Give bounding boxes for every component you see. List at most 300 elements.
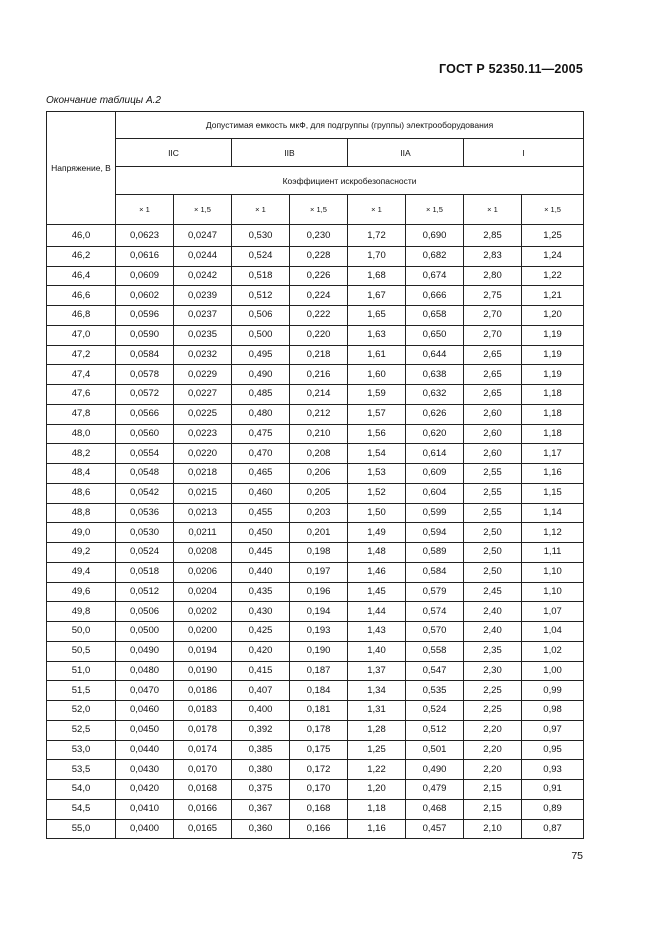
capacitance-cell: 0,0227 [174, 385, 232, 405]
capacitance-cell: 1,17 [522, 444, 584, 464]
multiplier-header: × 1,5 [290, 195, 348, 225]
capacitance-cell: 0,0430 [116, 760, 174, 780]
capacitance-cell: 2,65 [464, 385, 522, 405]
voltage-cell: 54,5 [47, 799, 116, 819]
capacitance-cell: 0,455 [232, 503, 290, 523]
table-row [47, 740, 584, 760]
capacitance-cell: 1,15 [522, 483, 584, 503]
capacitance-cell: 0,512 [232, 286, 290, 306]
capacitance-cell: 1,48 [348, 543, 406, 563]
capacitance-cell: 0,0237 [174, 306, 232, 326]
multiplier-header: × 1,5 [174, 195, 232, 225]
capacitance-cell: 2,50 [464, 523, 522, 543]
capacitance-cell: 0,0194 [174, 641, 232, 661]
capacitance-cell: 0,445 [232, 543, 290, 563]
capacitance-cell: 1,11 [522, 543, 584, 563]
capacitance-cell: 2,70 [464, 325, 522, 345]
table-row [47, 641, 584, 661]
table-row [47, 464, 584, 484]
capacitance-cell: 0,93 [522, 760, 584, 780]
capacitance-cell: 0,187 [290, 661, 348, 681]
capacitance-cell: 1,31 [348, 701, 406, 721]
capacitance-cell: 1,34 [348, 681, 406, 701]
capacitance-cell: 0,682 [406, 246, 464, 266]
capacitance-cell: 0,0400 [116, 819, 174, 839]
capacitance-cell: 0,0208 [174, 543, 232, 563]
capacitance-cell: 0,558 [406, 641, 464, 661]
capacitance-cell: 0,690 [406, 225, 464, 247]
capacitance-cell: 0,228 [290, 246, 348, 266]
table-row [47, 266, 584, 286]
capacitance-cell: 0,194 [290, 602, 348, 622]
capacitance-cell: 1,72 [348, 225, 406, 247]
capacitance-cell: 0,0530 [116, 523, 174, 543]
capacitance-cell: 0,425 [232, 622, 290, 642]
capacitance-cell: 0,599 [406, 503, 464, 523]
capacitance-cell: 0,457 [406, 819, 464, 839]
capacitance-cell: 2,85 [464, 225, 522, 247]
table-row [47, 306, 584, 326]
capacitance-cell: 0,506 [232, 306, 290, 326]
capacitance-cell: 0,0542 [116, 483, 174, 503]
table-row [47, 345, 584, 365]
voltage-cell: 47,0 [47, 325, 116, 345]
capacitance-cell: 0,480 [232, 404, 290, 424]
voltage-cell: 52,5 [47, 720, 116, 740]
capacitance-cell: 0,210 [290, 424, 348, 444]
capacitance-cell: 0,407 [232, 681, 290, 701]
voltage-cell: 49,4 [47, 562, 116, 582]
capacitance-cell: 0,0460 [116, 701, 174, 721]
capacitance-cell: 2,15 [464, 780, 522, 800]
capacitance-cell: 0,0235 [174, 325, 232, 345]
capacitance-cell: 0,614 [406, 444, 464, 464]
table-row [47, 225, 584, 247]
capacitance-cell: 0,460 [232, 483, 290, 503]
capacitance-cell: 2,40 [464, 622, 522, 642]
capacitance-cell: 2,40 [464, 602, 522, 622]
voltage-cell: 49,8 [47, 602, 116, 622]
capacitance-cell: 0,0554 [116, 444, 174, 464]
capacitance-cell: 1,24 [522, 246, 584, 266]
capacitance-cell: 0,579 [406, 582, 464, 602]
table-row [47, 661, 584, 681]
capacitance-cell: 0,0200 [174, 622, 232, 642]
table-caption: Окончание таблицы А.2 [46, 95, 161, 106]
capacitance-cell: 2,70 [464, 306, 522, 326]
capacitance-cell: 0,203 [290, 503, 348, 523]
capacitance-cell: 0,230 [290, 225, 348, 247]
capacitance-cell: 0,0242 [174, 266, 232, 286]
capacitance-cell: 1,50 [348, 503, 406, 523]
capacitance-cell: 0,638 [406, 365, 464, 385]
voltage-cell: 50,0 [47, 622, 116, 642]
capacitance-cell: 1,22 [348, 760, 406, 780]
table-row [47, 819, 584, 839]
capacitance-cell: 0,0560 [116, 424, 174, 444]
table-row [47, 523, 584, 543]
capacitance-cell: 2,80 [464, 266, 522, 286]
capacitance-cell: 1,20 [522, 306, 584, 326]
capacitance-cell: 0,0247 [174, 225, 232, 247]
capacitance-cell: 0,220 [290, 325, 348, 345]
capacitance-cell: 0,470 [232, 444, 290, 464]
multiplier-header: × 1 [232, 195, 290, 225]
capacitance-cell: 0,0440 [116, 740, 174, 760]
capacitance-cell: 0,0165 [174, 819, 232, 839]
capacitance-cell: 0,620 [406, 424, 464, 444]
capacitance-cell: 0,604 [406, 483, 464, 503]
capacitance-cell: 0,184 [290, 681, 348, 701]
table-row [47, 543, 584, 563]
capacitance-cell: 0,212 [290, 404, 348, 424]
capacitance-cell: 0,0239 [174, 286, 232, 306]
capacitance-cell: 0,450 [232, 523, 290, 543]
capacitance-cell: 0,400 [232, 701, 290, 721]
capacitance-cell: 0,198 [290, 543, 348, 563]
capacitance-cell: 0,0218 [174, 464, 232, 484]
capacitance-cell: 0,224 [290, 286, 348, 306]
capacitance-cell: 1,40 [348, 641, 406, 661]
capacitance-cell: 0,440 [232, 562, 290, 582]
capacitance-cell: 1,12 [522, 523, 584, 543]
capacitance-cell: 0,0190 [174, 661, 232, 681]
capacitance-cell: 0,420 [232, 641, 290, 661]
capacitance-cell: 0,0244 [174, 246, 232, 266]
capacitance-cell: 1,14 [522, 503, 584, 523]
capacitance-cell: 0,626 [406, 404, 464, 424]
capacitance-cell: 0,589 [406, 543, 464, 563]
capacitance-cell: 0,87 [522, 819, 584, 839]
capacitance-cell: 2,55 [464, 503, 522, 523]
capacitance-cell: 0,674 [406, 266, 464, 286]
capacitance-cell: 0,99 [522, 681, 584, 701]
capacitance-cell: 0,0518 [116, 562, 174, 582]
table-row [47, 385, 584, 405]
capacitance-cell: 1,37 [348, 661, 406, 681]
table-row [47, 483, 584, 503]
capacitance-cell: 0,0490 [116, 641, 174, 661]
capacitance-cell: 0,547 [406, 661, 464, 681]
capacitance-cell: 1,65 [348, 306, 406, 326]
capacitance-cell: 0,0578 [116, 365, 174, 385]
capacitance-cell: 1,04 [522, 622, 584, 642]
group-header-iia: IIA [348, 139, 464, 167]
voltage-cell: 50,5 [47, 641, 116, 661]
capacitance-cell: 1,46 [348, 562, 406, 582]
capacitance-cell: 0,0512 [116, 582, 174, 602]
capacitance-cell: 0,201 [290, 523, 348, 543]
capacitance-cell: 0,181 [290, 701, 348, 721]
capacitance-cell: 0,0202 [174, 602, 232, 622]
voltage-cell: 47,4 [47, 365, 116, 385]
capacitance-cell: 1,43 [348, 622, 406, 642]
capacitance-cell: 0,0524 [116, 543, 174, 563]
capacitance-cell: 0,415 [232, 661, 290, 681]
capacitance-cell: 1,10 [522, 582, 584, 602]
table-row [47, 622, 584, 642]
capacitance-cell: 1,00 [522, 661, 584, 681]
voltage-cell: 47,6 [47, 385, 116, 405]
capacitance-cell: 2,25 [464, 701, 522, 721]
table-row [47, 404, 584, 424]
capacitance-cell: 0,524 [232, 246, 290, 266]
capacitance-cell: 2,25 [464, 681, 522, 701]
capacitance-cell: 0,0213 [174, 503, 232, 523]
voltage-cell: 51,0 [47, 661, 116, 681]
capacitance-cell: 0,0584 [116, 345, 174, 365]
capacitance-header: Допустимая емкость мкФ, для подгруппы (группы) электрооборудования [116, 112, 584, 139]
capacitance-cell: 0,0572 [116, 385, 174, 405]
capacitance-cell: 0,658 [406, 306, 464, 326]
multiplier-header: × 1,5 [522, 195, 584, 225]
capacitance-cell: 0,666 [406, 286, 464, 306]
voltage-cell: 48,4 [47, 464, 116, 484]
capacitance-cell: 2,60 [464, 444, 522, 464]
capacitance-cell: 1,25 [522, 225, 584, 247]
capacitance-cell: 1,10 [522, 562, 584, 582]
capacitance-cell: 0,0215 [174, 483, 232, 503]
capacitance-cell: 0,501 [406, 740, 464, 760]
page-number: 75 [571, 850, 583, 862]
capacitance-cell: 0,97 [522, 720, 584, 740]
capacitance-cell: 0,360 [232, 819, 290, 839]
capacitance-cell: 0,435 [232, 582, 290, 602]
capacitance-cell: 0,490 [406, 760, 464, 780]
capacitance-cell: 0,479 [406, 780, 464, 800]
capacitance-cell: 0,375 [232, 780, 290, 800]
capacitance-cell: 0,367 [232, 799, 290, 819]
capacitance-cell: 0,166 [290, 819, 348, 839]
voltage-cell: 46,4 [47, 266, 116, 286]
capacitance-cell: 1,07 [522, 602, 584, 622]
capacitance-cell: 1,45 [348, 582, 406, 602]
capacitance-cell: 2,50 [464, 543, 522, 563]
multiplier-header: × 1 [348, 195, 406, 225]
capacitance-cell: 2,83 [464, 246, 522, 266]
voltage-cell: 46,0 [47, 225, 116, 247]
capacitance-cell: 2,10 [464, 819, 522, 839]
capacitance-cell: 2,45 [464, 582, 522, 602]
capacitance-cell: 1,25 [348, 740, 406, 760]
capacitance-cell: 1,16 [348, 819, 406, 839]
capacitance-cell: 0,193 [290, 622, 348, 642]
multiplier-header: × 1 [116, 195, 174, 225]
capacitance-cell: 0,485 [232, 385, 290, 405]
capacitance-cell: 0,0178 [174, 720, 232, 740]
capacitance-cell: 2,55 [464, 464, 522, 484]
capacitance-cell: 2,75 [464, 286, 522, 306]
capacitance-cell: 1,44 [348, 602, 406, 622]
capacitance-cell: 0,178 [290, 720, 348, 740]
voltage-header: Напряжение, В [47, 112, 116, 225]
capacitance-cell: 0,98 [522, 701, 584, 721]
capacitance-cell: 2,55 [464, 483, 522, 503]
capacitance-cell: 0,0420 [116, 780, 174, 800]
capacitance-cell: 2,65 [464, 345, 522, 365]
capacitance-cell: 1,02 [522, 641, 584, 661]
capacitance-cell: 0,0206 [174, 562, 232, 582]
capacitance-cell: 1,57 [348, 404, 406, 424]
table-row [47, 720, 584, 740]
capacitance-cell: 2,50 [464, 562, 522, 582]
capacitance-cell: 0,468 [406, 799, 464, 819]
coefficient-header: Коэффициент искробезопасности [116, 167, 584, 195]
capacitance-cell: 1,18 [522, 424, 584, 444]
table-row [47, 444, 584, 464]
capacitance-cell: 1,28 [348, 720, 406, 740]
capacitance-cell: 0,216 [290, 365, 348, 385]
table-row [47, 681, 584, 701]
capacitance-cell: 0,0166 [174, 799, 232, 819]
capacitance-cell: 1,20 [348, 780, 406, 800]
multiplier-header: × 1,5 [406, 195, 464, 225]
capacitance-cell: 1,21 [522, 286, 584, 306]
capacitance-cell: 0,0506 [116, 602, 174, 622]
capacitance-cell: 1,54 [348, 444, 406, 464]
capacitance-cell: 1,22 [522, 266, 584, 286]
capacitance-cell: 0,175 [290, 740, 348, 760]
group-header-i: I [464, 139, 584, 167]
capacitance-cell: 2,65 [464, 365, 522, 385]
multiplier-header: × 1 [464, 195, 522, 225]
capacitance-cell: 2,20 [464, 720, 522, 740]
document-code: ГОСТ Р 52350.11—2005 [438, 62, 583, 76]
capacitance-cell: 2,60 [464, 404, 522, 424]
capacitance-cell: 0,0616 [116, 246, 174, 266]
capacitance-cell: 0,385 [232, 740, 290, 760]
capacitance-cell: 0,168 [290, 799, 348, 819]
capacitance-cell: 0,0548 [116, 464, 174, 484]
capacitance-cell: 0,500 [232, 325, 290, 345]
capacitance-cell: 2,60 [464, 424, 522, 444]
capacitance-cell: 0,632 [406, 385, 464, 405]
capacitance-cell: 0,465 [232, 464, 290, 484]
capacitance-cell: 2,15 [464, 799, 522, 819]
capacitance-cell: 1,53 [348, 464, 406, 484]
capacitance-cell: 0,0566 [116, 404, 174, 424]
capacitance-cell: 2,20 [464, 760, 522, 780]
capacitance-cell: 0,0225 [174, 404, 232, 424]
table-row [47, 286, 584, 306]
capacitance-cell: 0,392 [232, 720, 290, 740]
capacitance-cell: 0,0623 [116, 225, 174, 247]
capacitance-cell: 0,584 [406, 562, 464, 582]
capacitance-cell: 0,0211 [174, 523, 232, 543]
capacitance-cell: 0,518 [232, 266, 290, 286]
capacitance-cell: 0,172 [290, 760, 348, 780]
table-row [47, 602, 584, 622]
capacitance-cell: 1,56 [348, 424, 406, 444]
capacitance-cell: 0,0602 [116, 286, 174, 306]
capacitance-cell: 0,208 [290, 444, 348, 464]
capacitance-cell: 0,218 [290, 345, 348, 365]
capacitance-cell: 0,197 [290, 562, 348, 582]
capacitance-cell: 0,205 [290, 483, 348, 503]
capacitance-cell: 0,222 [290, 306, 348, 326]
voltage-cell: 55,0 [47, 819, 116, 839]
capacitance-cell: 0,0500 [116, 622, 174, 642]
capacitance-cell: 1,68 [348, 266, 406, 286]
capacitance-cell: 0,0223 [174, 424, 232, 444]
voltage-cell: 49,0 [47, 523, 116, 543]
table-row [47, 562, 584, 582]
group-header-iic: IIC [116, 139, 232, 167]
capacitance-cell: 0,89 [522, 799, 584, 819]
voltage-cell: 47,2 [47, 345, 116, 365]
capacitance-cell: 0,196 [290, 582, 348, 602]
capacitance-cell: 0,530 [232, 225, 290, 247]
table-row [47, 503, 584, 523]
capacitance-cell: 0,0204 [174, 582, 232, 602]
voltage-cell: 48,8 [47, 503, 116, 523]
voltage-cell: 49,6 [47, 582, 116, 602]
capacitance-cell: 0,650 [406, 325, 464, 345]
capacitance-cell: 0,0480 [116, 661, 174, 681]
capacitance-cell: 1,67 [348, 286, 406, 306]
table-row [47, 760, 584, 780]
capacitance-cell: 1,70 [348, 246, 406, 266]
voltage-cell: 53,0 [47, 740, 116, 760]
capacitance-cell: 1,18 [348, 799, 406, 819]
capacitance-cell: 0,0609 [116, 266, 174, 286]
capacitance-cell: 0,214 [290, 385, 348, 405]
capacitance-cell: 2,20 [464, 740, 522, 760]
capacitance-cell: 1,52 [348, 483, 406, 503]
capacitance-cell: 0,594 [406, 523, 464, 543]
capacitance-cell: 0,574 [406, 602, 464, 622]
capacitance-cell: 0,0183 [174, 701, 232, 721]
capacitance-cell: 0,644 [406, 345, 464, 365]
voltage-cell: 54,0 [47, 780, 116, 800]
capacitance-cell: 1,19 [522, 325, 584, 345]
capacitance-cell: 0,512 [406, 720, 464, 740]
capacitance-cell: 0,206 [290, 464, 348, 484]
capacitance-cell: 1,19 [522, 345, 584, 365]
capacitance-cell: 0,430 [232, 602, 290, 622]
capacitance-cell: 2,35 [464, 641, 522, 661]
voltage-cell: 51,5 [47, 681, 116, 701]
voltage-cell: 46,2 [47, 246, 116, 266]
capacitance-cell: 2,30 [464, 661, 522, 681]
capacitance-cell: 0,0186 [174, 681, 232, 701]
voltage-cell: 49,2 [47, 543, 116, 563]
voltage-cell: 53,5 [47, 760, 116, 780]
voltage-cell: 46,6 [47, 286, 116, 306]
voltage-cell: 48,6 [47, 483, 116, 503]
table-row [47, 424, 584, 444]
capacitance-cell: 0,0232 [174, 345, 232, 365]
table-row [47, 701, 584, 721]
capacitance-cell: 0,0410 [116, 799, 174, 819]
capacitance-cell: 0,95 [522, 740, 584, 760]
capacitance-cell: 0,490 [232, 365, 290, 385]
capacitance-cell: 0,475 [232, 424, 290, 444]
capacitance-cell: 0,380 [232, 760, 290, 780]
capacitance-cell: 0,0168 [174, 780, 232, 800]
capacitance-table [46, 111, 584, 839]
table-row [47, 246, 584, 266]
table-row [47, 325, 584, 345]
capacitance-cell: 1,63 [348, 325, 406, 345]
capacitance-cell: 0,226 [290, 266, 348, 286]
capacitance-cell: 0,535 [406, 681, 464, 701]
voltage-cell: 52,0 [47, 701, 116, 721]
capacitance-cell: 0,609 [406, 464, 464, 484]
capacitance-cell: 0,0590 [116, 325, 174, 345]
capacitance-cell: 0,0450 [116, 720, 174, 740]
capacitance-cell: 1,60 [348, 365, 406, 385]
